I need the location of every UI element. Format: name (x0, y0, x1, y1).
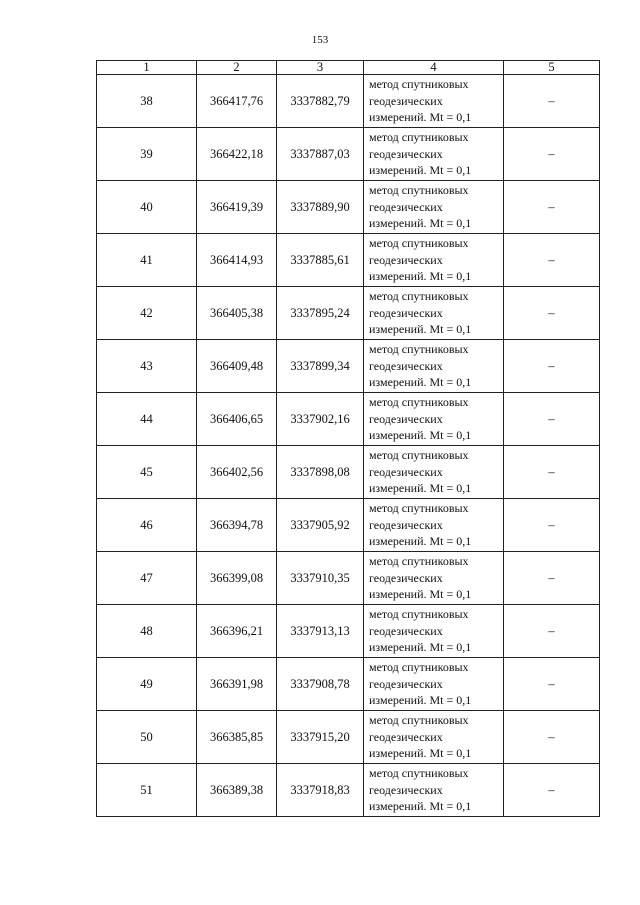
x-coordinate-cell: 366385,85 (197, 711, 277, 764)
point-number-cell: 49 (97, 658, 197, 711)
point-number-cell: 43 (97, 340, 197, 393)
method-line: измерений. Mt = 0,1 (369, 746, 472, 761)
method-line: измерений. Mt = 0,1 (369, 216, 472, 231)
method-cell (364, 499, 504, 552)
column-header-2: 2 (197, 61, 277, 75)
method-line: измерений. Mt = 0,1 (369, 163, 472, 178)
method-line: геодезических (369, 93, 443, 108)
method-line: геодезических (369, 305, 443, 320)
method-line: измерений. Mt = 0,1 (369, 481, 472, 496)
note-cell: – (504, 764, 600, 817)
x-coordinate-cell: 366405,38 (197, 287, 277, 340)
method-line: геодезических (369, 464, 443, 479)
y-coordinate-cell: 3337913,13 (277, 605, 364, 658)
point-number-cell: 42 (97, 287, 197, 340)
x-coordinate-cell: 366396,21 (197, 605, 277, 658)
x-coordinate-cell: 366391,98 (197, 658, 277, 711)
column-header-5: 5 (504, 61, 600, 75)
note-cell: – (504, 128, 600, 181)
column-header-1: 1 (97, 61, 197, 75)
method-cell (364, 711, 504, 764)
point-number-cell: 41 (97, 234, 197, 287)
x-coordinate-cell: 366414,93 (197, 234, 277, 287)
method-line: метод спутниковых (369, 342, 469, 357)
table-row (97, 128, 600, 181)
table-row (97, 711, 600, 764)
method-line: геодезических (369, 252, 443, 267)
method-line: метод спутниковых (369, 130, 469, 145)
table-row (97, 764, 600, 817)
method-line: геодезических (369, 676, 443, 691)
y-coordinate-cell: 3337882,79 (277, 75, 364, 128)
table-row (97, 340, 600, 393)
method-line: геодезических (369, 146, 443, 161)
y-coordinate-cell: 3337918,83 (277, 764, 364, 817)
coordinates-table (96, 60, 600, 817)
note-cell: – (504, 234, 600, 287)
method-cell (364, 75, 504, 128)
table-body (97, 75, 600, 817)
method-cell (364, 181, 504, 234)
method-line: метод спутниковых (369, 660, 469, 675)
x-coordinate-cell: 366406,65 (197, 393, 277, 446)
method-line: метод спутниковых (369, 183, 469, 198)
y-coordinate-cell: 3337899,34 (277, 340, 364, 393)
header-row (97, 61, 600, 75)
method-line: геодезических (369, 729, 443, 744)
note-cell: – (504, 181, 600, 234)
method-line: геодезических (369, 570, 443, 585)
y-coordinate-cell: 3337905,92 (277, 499, 364, 552)
table-row (97, 446, 600, 499)
method-line: геодезических (369, 782, 443, 797)
x-coordinate-cell: 366409,48 (197, 340, 277, 393)
note-cell: – (504, 552, 600, 605)
table-header (97, 61, 600, 75)
page-number: 153 (311, 34, 329, 46)
table-row (97, 181, 600, 234)
y-coordinate-cell: 3337908,78 (277, 658, 364, 711)
note-cell: – (504, 393, 600, 446)
method-cell (364, 287, 504, 340)
method-line: метод спутниковых (369, 77, 469, 92)
method-cell (364, 658, 504, 711)
method-cell (364, 552, 504, 605)
note-cell: – (504, 605, 600, 658)
method-line: измерений. Mt = 0,1 (369, 322, 472, 337)
note-cell: – (504, 499, 600, 552)
y-coordinate-cell: 3337885,61 (277, 234, 364, 287)
y-coordinate-cell: 3337895,24 (277, 287, 364, 340)
point-number-cell: 40 (97, 181, 197, 234)
y-coordinate-cell: 3337902,16 (277, 393, 364, 446)
note-cell: – (504, 446, 600, 499)
table-row (97, 552, 600, 605)
point-number-cell: 39 (97, 128, 197, 181)
method-line: геодезических (369, 623, 443, 638)
method-line: метод спутниковых (369, 289, 469, 304)
note-cell: – (504, 75, 600, 128)
x-coordinate-cell: 366389,38 (197, 764, 277, 817)
y-coordinate-cell: 3337898,08 (277, 446, 364, 499)
table-row (97, 287, 600, 340)
y-coordinate-cell: 3337910,35 (277, 552, 364, 605)
note-cell: – (504, 287, 600, 340)
method-cell (364, 393, 504, 446)
method-line: метод спутниковых (369, 766, 469, 781)
method-cell (364, 764, 504, 817)
table-row (97, 658, 600, 711)
method-line: метод спутниковых (369, 395, 469, 410)
x-coordinate-cell: 366417,76 (197, 75, 277, 128)
point-number-cell: 46 (97, 499, 197, 552)
method-line: измерений. Mt = 0,1 (369, 693, 472, 708)
table-row (97, 234, 600, 287)
table-row (97, 499, 600, 552)
method-line: метод спутниковых (369, 607, 469, 622)
method-cell (364, 446, 504, 499)
method-line: геодезических (369, 358, 443, 373)
x-coordinate-cell: 366419,39 (197, 181, 277, 234)
y-coordinate-cell: 3337887,03 (277, 128, 364, 181)
method-line: измерений. Mt = 0,1 (369, 375, 472, 390)
point-number-cell: 44 (97, 393, 197, 446)
method-cell (364, 605, 504, 658)
method-line: измерений. Mt = 0,1 (369, 269, 472, 284)
method-line: измерений. Mt = 0,1 (369, 799, 472, 814)
note-cell: – (504, 711, 600, 764)
table-row (97, 75, 600, 128)
method-line: метод спутниковых (369, 554, 469, 569)
x-coordinate-cell: 366399,08 (197, 552, 277, 605)
method-line: геодезических (369, 199, 443, 214)
x-coordinate-cell: 366394,78 (197, 499, 277, 552)
method-line: измерений. Mt = 0,1 (369, 428, 472, 443)
method-line: метод спутниковых (369, 713, 469, 728)
point-number-cell: 48 (97, 605, 197, 658)
method-cell (364, 128, 504, 181)
method-line: измерений. Mt = 0,1 (369, 587, 472, 602)
point-number-cell: 51 (97, 764, 197, 817)
method-cell (364, 340, 504, 393)
table-row (97, 605, 600, 658)
column-header-3: 3 (277, 61, 364, 75)
table-row (97, 393, 600, 446)
method-line: метод спутниковых (369, 448, 469, 463)
point-number-cell: 50 (97, 711, 197, 764)
method-line: измерений. Mt = 0,1 (369, 640, 472, 655)
method-line: геодезических (369, 517, 443, 532)
method-line: измерений. Mt = 0,1 (369, 534, 472, 549)
x-coordinate-cell: 366402,56 (197, 446, 277, 499)
method-line: метод спутниковых (369, 236, 469, 251)
point-number-cell: 45 (97, 446, 197, 499)
note-cell: – (504, 658, 600, 711)
method-line: измерений. Mt = 0,1 (369, 110, 472, 125)
method-line: геодезических (369, 411, 443, 426)
column-header-4: 4 (364, 61, 504, 75)
y-coordinate-cell: 3337889,90 (277, 181, 364, 234)
method-cell (364, 234, 504, 287)
note-cell: – (504, 340, 600, 393)
y-coordinate-cell: 3337915,20 (277, 711, 364, 764)
point-number-cell: 38 (97, 75, 197, 128)
method-line: метод спутниковых (369, 501, 469, 516)
x-coordinate-cell: 366422,18 (197, 128, 277, 181)
point-number-cell: 47 (97, 552, 197, 605)
